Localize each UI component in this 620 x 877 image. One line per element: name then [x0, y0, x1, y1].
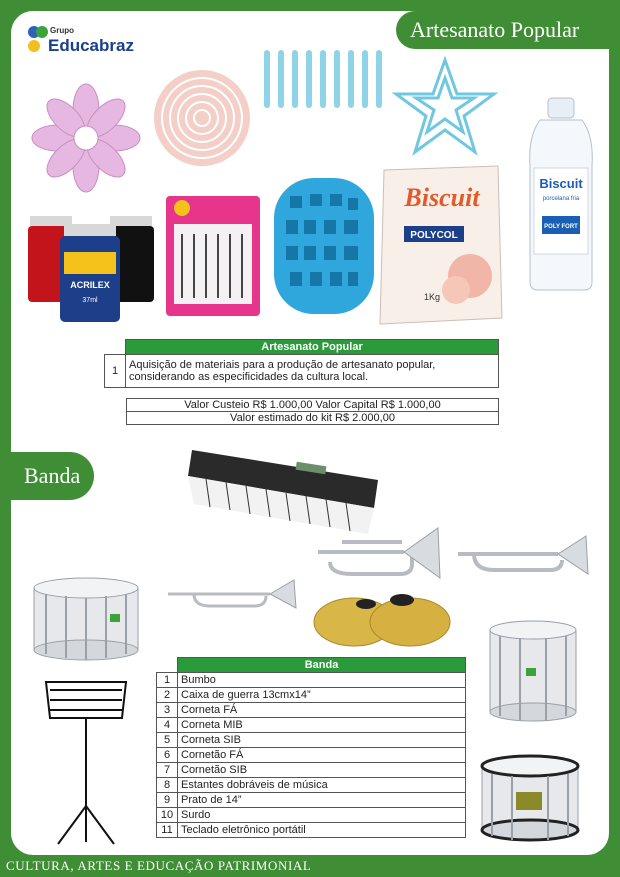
snare-drum-large-image: [478, 752, 582, 844]
table-row: [157, 793, 466, 808]
table-row: [157, 808, 466, 823]
row-number: 11: [157, 823, 178, 838]
educabraz-logo: [26, 24, 146, 64]
values-line-1: Valor Custeio R$ 1.000,00 Valor Capital R$ 1.000,00: [127, 399, 499, 412]
row-number: 5: [157, 733, 178, 748]
table-row: [157, 763, 466, 778]
circle-stencil-image: [152, 68, 252, 168]
paint-volume: 37ml: [82, 297, 98, 304]
row-text: Bumbo: [178, 673, 466, 688]
logo-circle-green-icon: [36, 26, 48, 38]
row-number: 6: [157, 748, 178, 763]
row-text: Corneta FÁ: [178, 703, 466, 718]
footer-text: CULTURA, ARTES E EDUCAÇÃO PATRIMONIAL: [6, 858, 312, 873]
row-text: Corneta SIB: [178, 733, 466, 748]
table-row: [157, 688, 466, 703]
cymbals-image: [312, 590, 452, 650]
acrilex-paint-jars-image: [26, 208, 156, 326]
table-row: [157, 748, 466, 763]
table-row: [157, 733, 466, 748]
artesanato-table-header: Artesanato Popular: [126, 340, 499, 355]
bag-weight: 1Kg: [423, 292, 441, 302]
row-text: Surdo: [178, 808, 466, 823]
bottle-subtitle: porcelana fria: [542, 196, 580, 202]
row-number: 10: [157, 808, 178, 823]
row-number: 2: [157, 688, 178, 703]
paint-brand: ACRILEX: [70, 280, 110, 290]
table-row: [157, 718, 466, 733]
bag-brand: POLYCOL: [410, 230, 458, 241]
row-number: 1: [157, 673, 178, 688]
row-text: Corneta MIB: [178, 718, 466, 733]
row-text: Estantes dobráveis de música: [178, 778, 466, 793]
row-number: 7: [157, 763, 178, 778]
biscuit-mass-bag-image: [374, 164, 508, 326]
table-row: [157, 673, 466, 688]
values-line-2: Valor estimado do kit R$ 2.000,00: [127, 412, 499, 425]
row-text: Aquisição de materiais para a produção de artesanato popular, considerando as especificidades da cultura local.: [126, 355, 499, 388]
section-tab-artesanato: Artesanato Popular: [396, 11, 609, 49]
modeling-tools-image: [262, 46, 388, 112]
row-text: Teclado eletrônico portátil: [178, 823, 466, 838]
music-stand-image: [36, 676, 136, 848]
bugle-image: [454, 530, 590, 578]
brush-pack-image: [164, 194, 262, 318]
table-row: [105, 355, 499, 388]
logo-small-text: Grupo: [50, 26, 74, 35]
letter-mold-image: [272, 176, 376, 316]
table-row: [157, 703, 466, 718]
star-stencil-image: [392, 56, 498, 156]
row-text: Prato de 14”: [178, 793, 466, 808]
row-number: 3: [157, 703, 178, 718]
flower-stencil-image: [30, 82, 142, 194]
logo-circle-yellow-icon: [28, 40, 40, 52]
row-text: Cornetão SIB: [178, 763, 466, 778]
table-row: [157, 778, 466, 793]
bottle-title: Biscuit: [539, 176, 583, 191]
surdo-drum-image: [486, 618, 580, 722]
table-row: [157, 823, 466, 838]
logo-name: Educabraz: [48, 36, 134, 55]
row-text: Caixa de guerra 13cmx14”: [178, 688, 466, 703]
bottle-brand: POLY FORT: [544, 224, 578, 230]
bag-title: Biscuit: [404, 183, 480, 212]
snare-drum-image: [30, 574, 142, 664]
row-text: Cornetão FÁ: [178, 748, 466, 763]
artesanato-table: [104, 339, 499, 388]
biscuit-bottle-image: [522, 96, 600, 292]
row-number: 4: [157, 718, 178, 733]
banda-table: [156, 657, 466, 838]
row-number: 9: [157, 793, 178, 808]
row-number: 8: [157, 778, 178, 793]
banda-table-header: Banda: [178, 658, 466, 673]
trumpet-image: [164, 576, 298, 612]
mellophone-image: [312, 522, 444, 584]
section-tab-banda: Banda: [0, 452, 94, 500]
row-number: 1: [105, 355, 126, 388]
values-table: [126, 398, 499, 425]
